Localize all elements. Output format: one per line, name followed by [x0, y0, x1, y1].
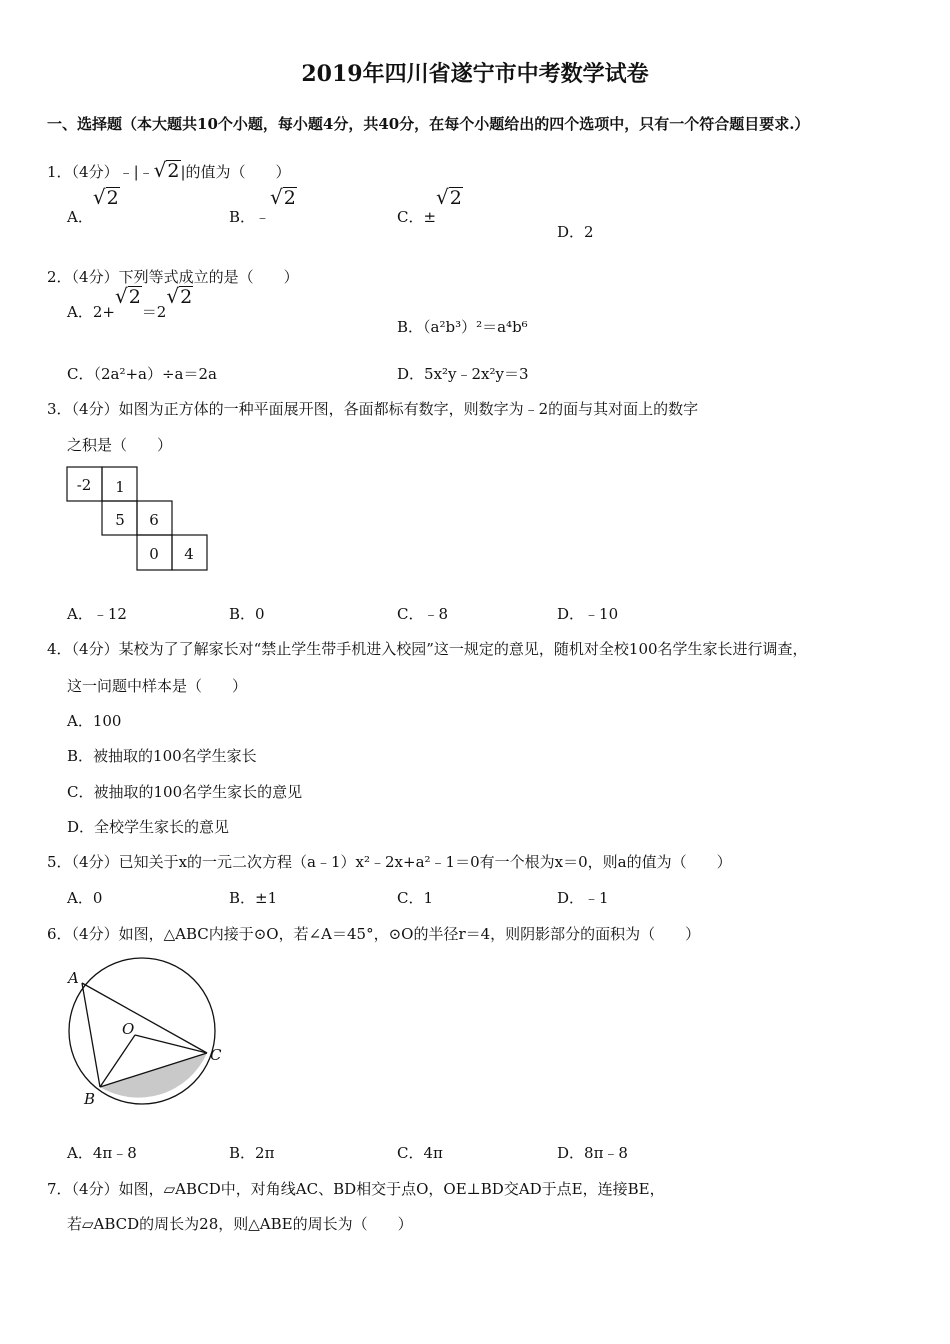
q5-option-c: C．1: [397, 889, 434, 907]
segment-oc: [135, 1035, 207, 1053]
q6-option-a: A．4π﹣8: [67, 1144, 137, 1162]
cube-net-figure: [66, 466, 210, 574]
q2-option-d: D．5x²y﹣2x²y＝3: [397, 365, 529, 383]
q1-option-d: D．2: [557, 223, 594, 241]
section-header: 一、选择题（本大题共10个小题，每小题4分，共40分，在每个小题给出的四个选项中，只有一个符合题目要求.）: [47, 115, 810, 133]
question-2-stem: 2．（4分）下列等式成立的是（ ）: [47, 268, 299, 286]
question-3-stem-line1: 3．（4分）如图为正方体的一种平面展开图，各面都标有数字，则数字为﹣2的面与其对面上的数字: [47, 400, 699, 418]
cube-label-1: 1: [115, 478, 125, 496]
question-4-stem-line1: 4．（4分）某校为了了解家长对“禁止学生带手机进入校园”这一规定的意见，随机对全校100名学生家长进行调查，: [47, 640, 808, 658]
cube-label-neg2: -2: [76, 476, 92, 494]
segment-ac: [82, 983, 207, 1053]
label-o: O: [122, 1020, 135, 1038]
q3-option-d: D．﹣10: [557, 605, 619, 623]
shaded-segment: [100, 1053, 207, 1098]
label-c: C: [210, 1046, 222, 1064]
q6-option-d: D．8π﹣8: [557, 1144, 628, 1162]
sqrt-symbol: √2: [92, 185, 119, 209]
question-4-stem-line2: 这一问题中样本是（ ）: [67, 677, 248, 695]
cube-label-0: 0: [149, 545, 159, 563]
segment-ab: [82, 983, 100, 1087]
sqrt-symbol: √2: [166, 284, 193, 308]
page-title: 2019年四川省遂宁市中考数学试卷: [301, 61, 649, 87]
label-b: B: [84, 1090, 96, 1108]
q4-option-c: C．被抽取的100名学生家长的意见: [67, 783, 303, 801]
circle-triangle-figure: [60, 950, 240, 1110]
q1-stem-part-a: 1．（4分）﹣|﹣: [47, 163, 154, 181]
question-1-stem: [47, 160, 291, 182]
question-3-stem-line2: 之积是（ ）: [67, 436, 173, 454]
cube-label-4: 4: [184, 545, 194, 563]
question-7-stem-line2: 若▱ABCD的周长为28，则△ABE的周长为（ ）: [67, 1215, 413, 1233]
label-a: A: [68, 969, 79, 987]
cube-label-5: 5: [115, 511, 125, 529]
sqrt-symbol: √2: [270, 185, 296, 209]
q4-option-b: B．被抽取的100名学生家长: [67, 747, 257, 765]
q6-option-b: B．2π: [229, 1144, 275, 1162]
sqrt-symbol: √2: [114, 284, 141, 308]
q3-option-a: A．﹣12: [67, 605, 127, 623]
cube-label-6: 6: [149, 511, 159, 529]
q5-option-b: B．±1: [229, 889, 278, 907]
q2-option-a: A．2+√2＝2√2: [67, 284, 193, 321]
question-5-stem: 5．（4分）已知关于x的一元二次方程（a﹣1）x²﹣2x+a²﹣1＝0有一个根为x＝0，则a的值为（ ）: [47, 853, 732, 871]
q5-option-a: A．0: [67, 889, 103, 907]
q1-option-c: C．±√2: [397, 185, 462, 226]
q3-option-b: B．0: [229, 605, 265, 623]
q3-option-c: C．﹣8: [397, 605, 449, 623]
q1-option-a: A．√2: [67, 185, 119, 226]
q4-option-a: A．100: [67, 712, 122, 730]
sqrt-symbol: √2: [436, 185, 462, 209]
q4-option-d: D．全校学生家长的意见: [67, 818, 230, 836]
question-6-stem: 6．（4分）如图，△ABC内接于⊙O，若∠A＝45°，⊙O的半径r＝4，则阴影部分的面积为（ ）: [47, 925, 701, 943]
q2-option-b: B．（a²b³）²＝a⁴b⁶: [397, 318, 528, 336]
q6-option-c: C．4π: [397, 1144, 443, 1162]
q1-option-b: B．﹣√2: [229, 185, 296, 226]
sqrt-symbol: √2: [153, 158, 180, 182]
q5-option-d: D．﹣1: [557, 889, 609, 907]
q1-stem-part-b: |的值为（ ）: [180, 163, 291, 181]
question-7-stem-line1: 7．（4分）如图，▱ABCD中，对角线AC、BD相交于点O，OE⊥BD交AD于点E，连接BE，: [47, 1180, 665, 1198]
q2-option-c: C．（2a²+a）÷a＝2a: [67, 365, 217, 383]
